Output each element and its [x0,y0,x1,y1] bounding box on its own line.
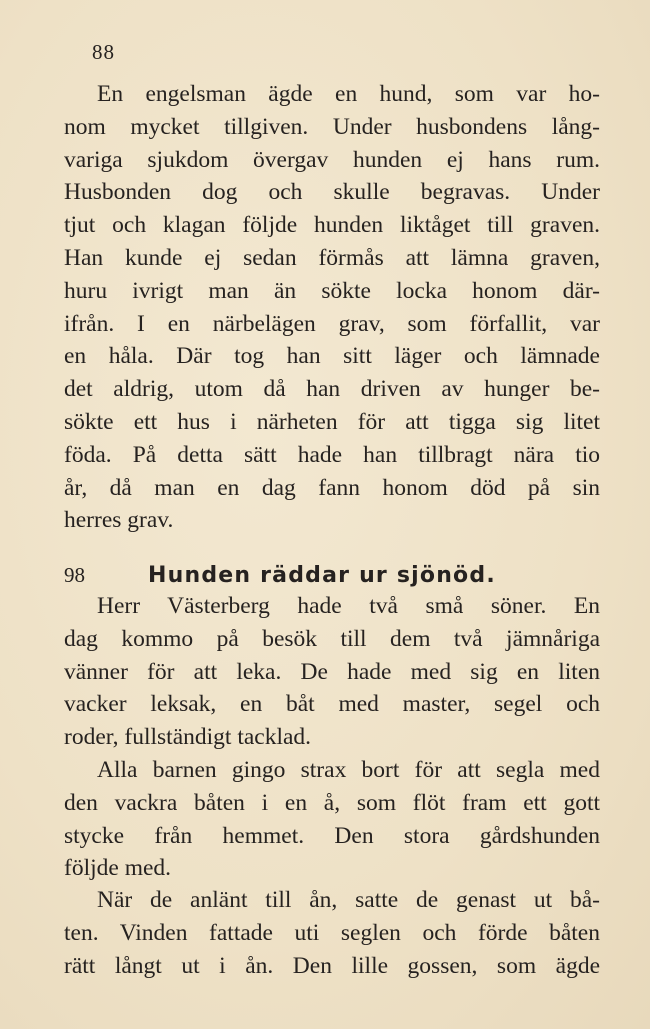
text-line: följde med. [64,855,172,882]
story-title: Hunden räddar ur sjönöd. [148,563,496,588]
text-line: det aldrig, utom då han driven av hunger be- [64,376,600,403]
text-line: roder, fullständigt tacklad. [64,724,312,751]
text-line: ten. Vinden fattade uti seglen och förde båten [64,919,600,946]
text-line: en håla. Där tog han sitt läger och lämnade [64,343,600,370]
text-line: sökte ett hus i närheten för att tigga sig litet [64,408,600,435]
text-line: år, då man en dag fann honom död på sin [64,474,600,501]
text-line: huru ivrigt man än sökte locka honom där- [64,277,600,304]
text-line: Husbonden dog och skulle begravas. Under [64,179,600,206]
text-line: rätt långt ut i ån. Den lille gossen, som ägde [64,952,600,979]
text-line: tjut och klagan följde hunden liktåget till graven. [64,212,600,239]
text-line: herres grav. [64,507,174,534]
paragraph-1 [64,78,600,537]
text-line: variga sjukdom övergav hunden ej hans rum. [64,146,600,173]
text-line: Alla barnen gingo strax bort för att segla med [97,757,600,783]
page-number: 88 [92,40,115,64]
text-line: Herr Västerberg hade två små söner. En [97,593,600,619]
text-line: föda. På detta sätt hade han tillbragt nära tio [64,441,600,468]
text-line: En engelsman ägde en hund, som var ho- [97,81,600,107]
text-line: Han kunde ej sedan förmås att lämna graven, [64,244,600,271]
story-number: 98 [64,563,85,587]
paragraph-4 [64,884,600,982]
text-line: dag kommo på besök till dem två jämnåriga [64,625,600,652]
text-line: ifrån. I en närbelägen grav, som förfallit, var [64,310,600,337]
text-line: den vackra båten i en å, som flöt fram ett gott [64,789,600,816]
text-line: vacker leksak, en båt med master, segel och [64,691,600,718]
text-line: stycke från hemmet. Den stora gårdshunden [64,822,600,849]
paragraph-2 [64,590,600,754]
text-line: När de anlänt till ån, satte de genast ut bå- [97,887,600,913]
text-line: vänner för att leka. De hade med sig en liten [64,658,600,685]
text-line: nom mycket tillgiven. Under husbondens lång- [64,113,600,140]
paragraph-3 [64,754,600,885]
story-heading [64,558,600,592]
